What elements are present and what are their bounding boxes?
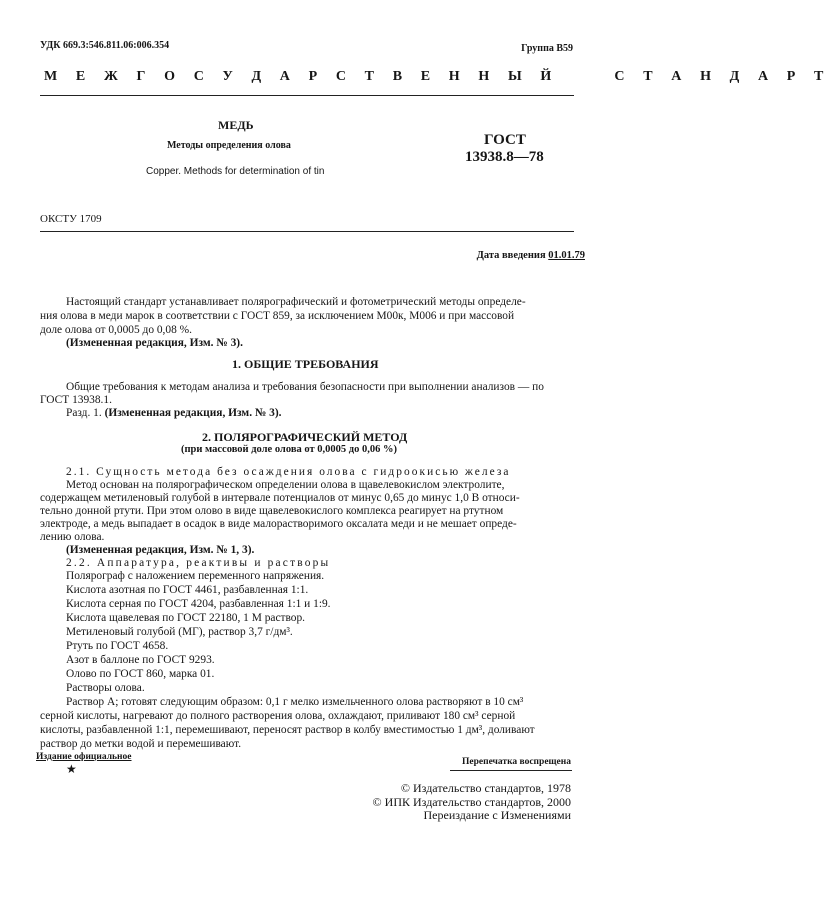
p21-amendment: (Измененная редакция, Изм. № 1, 3). [66,544,255,556]
solution-a-line: серной кислоты, нагревают до полного растворения олова, охлаждают, приливают 180 см³ серной [40,710,516,722]
section1-heading: 1. ОБЩИЕ ТРЕБОВАНИЯ [232,357,379,371]
okstu-rule [40,231,574,232]
intro-line: доле олова от 0,0005 до 0,08 %. [40,324,192,336]
gost-number: 13938.8—78 [465,149,544,165]
p22-title: 2.2. Аппаратура, реактивы и растворы [66,557,331,569]
reprint-rule [450,770,572,771]
document-title: МЕДЬ [218,118,254,132]
p21-title: 2.1. Сущность метода без осаждения олова с гидроокисью железа [66,466,511,478]
reissue-note: Переиздание с Изменениями [423,808,571,822]
okstu-code: ОКСТУ 1709 [40,213,102,225]
p21-line: электроде, а медь выпадает в осадок в виде малорастворимого оксалата меди и не мешает опреде- [40,518,517,530]
header-rule [40,95,574,96]
reagent-item: Кислота серная по ГОСТ 4204, разбавленная 1:1 и 1:9. [66,598,331,610]
razd-amendment: (Измененная редакция, Изм. № 3). [104,407,282,419]
p21-line: содержащем метиленовый голубой в интервале потенциалов от минус 0,65 до минус 1,0 В относи- [40,492,520,504]
solution-a-line: раствор до метки водой и перемешивают. [40,738,242,750]
copyright-1978: © Издательство стандартов, 1978 [400,781,571,795]
section2-subheading: (при массовой доле олова от 0,0005 до 0,06 %) [181,444,397,455]
date-intro-label: Дата введения [476,250,546,261]
intro-line: Настоящий стандарт устанавливает полярографический и фотометрический методы определе- [66,296,526,308]
section1-razd [66,407,282,421]
section1-line: Общие требования к методам анализа и требования безопасности при выполнении анализов — по [66,381,544,393]
reagent-item: Метиленовый голубой (МГ), раствор 3,7 г/дм³. [66,626,293,638]
group-code: Группа В59 [521,43,573,54]
reagent-item: Кислота щавелевая по ГОСТ 22180, 1 М раствор. [66,612,306,624]
section2-heading: 2. ПОЛЯРОГРАФИЧЕСКИЙ МЕТОД [202,430,408,444]
reagent-item: Олово по ГОСТ 860, марка 01. [66,668,215,680]
p21-line: Метод основан на полярографическом определении олова в щавелевокислом электролите, [66,479,505,491]
reagent-item: Ртуть по ГОСТ 4658. [66,640,169,652]
razd-prefix: Разд. 1. [66,407,102,419]
reagent-item: Азот в баллоне по ГОСТ 9293. [66,654,215,666]
date-intro [477,250,585,261]
reprint-prohibited: Перепечатка воспрещена [461,757,571,767]
standard-type: М Е Ж Г О С У Д А Р С Т В Е Н Н Ы Й С Т А Н Д А Р Т [44,69,831,84]
p21-line: тельно донной ртути. При этом олово в виде щавелевокислого комплекса реагирует на ртутном [40,505,504,517]
udk-code: УДК 669.3:546.811.06:006.354 [40,40,170,51]
solution-a-line: кислоты, разбавленной 1:1, перемешивают, переносят раствор в колбу вместимостью 1 дм³, доливают [40,724,535,736]
date-intro-value: 01.01.79 [548,250,585,261]
reagent-item: Растворы олова. [66,682,145,694]
official-edition: Издание официальное [36,752,132,762]
english-title: Copper. Methods for determination of tin [146,166,325,177]
star-icon: ★ [66,762,77,776]
reagent-item: Кислота азотная по ГОСТ 4461, разбавленная 1:1. [66,584,309,596]
gost-label: ГОСТ [484,132,526,148]
copyright-2000: © ИПК Издательство стандартов, 2000 [372,795,571,809]
section1-line: ГОСТ 13938.1. [40,394,112,406]
intro-line: ния олова в меди марок в соответствии с ГОСТ 859, за исключением М00к, М006 и при массовой [40,310,515,322]
reagent-item: Полярограф с наложением переменного напряжения. [66,570,325,582]
intro-amendment: (Измененная редакция, Изм. № 3). [66,337,243,349]
solution-a-line: Раствор А; готовят следующим образом: 0,1 г мелко измельченного олова растворяют в 10 см³ [66,696,524,708]
document-subtitle: Методы определения олова [167,140,291,151]
p21-line: лению олова. [40,531,105,543]
